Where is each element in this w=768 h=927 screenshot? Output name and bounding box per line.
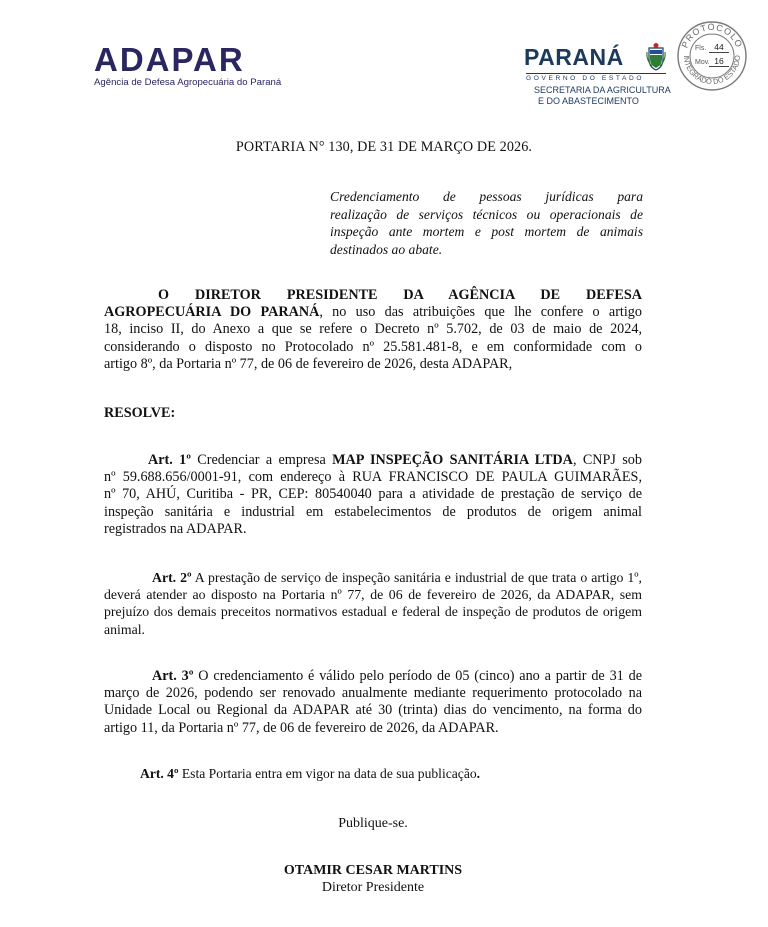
article-line bbox=[104, 668, 642, 685]
secretaria-line-2: E DO ABASTECIMENTO bbox=[538, 96, 639, 106]
intro-line: artigo 8º, da Portaria nº 77, de 06 de fevereiro de 2026, desta ADAPAR, bbox=[104, 355, 513, 372]
stamp-mov-value: 16 bbox=[709, 56, 729, 67]
ementa bbox=[330, 188, 643, 258]
adapar-logo bbox=[94, 43, 294, 91]
article-3 bbox=[104, 668, 642, 737]
intro-line bbox=[104, 304, 642, 321]
intro-bold: AGROPECUÁRIA DO PARANÁ bbox=[104, 304, 320, 321]
article-label: Art. 2º bbox=[152, 570, 192, 585]
article-line: artigo 11, da Portaria nº 77, de 06 de fevereiro de 2026, da ADAPAR. bbox=[104, 719, 499, 736]
stamp-mov-label: Mov. bbox=[695, 59, 710, 66]
intro-bold: O DIRETOR PRESIDENTE DA AGÊNCIA DE DEFESA bbox=[158, 287, 642, 303]
article-end: . bbox=[476, 766, 481, 781]
article-line: prejuízo dos demais preceitos normativos estadual e federal de inspeção de produtos de origem bbox=[104, 604, 642, 620]
article-label: Art. 4º bbox=[140, 766, 179, 781]
article-line: deverá atender ao disposto na Portaria nº 77, de 06 de fevereiro de 2026, da ADAPAR, sem bbox=[104, 587, 642, 603]
intro-line: 18, inciso II, do Anexo a que se refere o Decreto nº 5.702, de 03 de maio de 2024, bbox=[104, 321, 642, 338]
intro-line: considerando o disposto no Protocolado nº 25.581.481-8, e em conformidade com o bbox=[104, 338, 642, 355]
article-1 bbox=[104, 452, 642, 538]
intro-line bbox=[104, 287, 642, 304]
intro-text: , no uso das atribuições que lhe confere o artigo bbox=[319, 304, 642, 321]
article-line: animal. bbox=[104, 621, 145, 637]
stamp-bottom-text: INTEGRADO DO ESTADO bbox=[681, 54, 743, 87]
article-label: Art. 3º bbox=[152, 668, 194, 684]
article-line: inspeção sanitária e industrial em estabelecimentos de produtos de origem animal bbox=[104, 503, 642, 520]
ementa-line: Credenciamento de pessoas jurídicas para bbox=[330, 189, 643, 204]
document-title: PORTARIA N° 130, DE 31 DE MARÇO DE 2026. bbox=[235, 139, 533, 155]
signer-role: Diretor Presidente bbox=[321, 880, 425, 895]
stamp-top-text: PROTOCOLO bbox=[679, 21, 745, 50]
stamp-fls-value: 44 bbox=[709, 42, 729, 53]
coat-of-arms-icon bbox=[646, 42, 666, 72]
stamp-fls-label: Fls. bbox=[695, 45, 707, 52]
publique-se: Publique-se. bbox=[338, 816, 408, 831]
resolve-heading: RESOLVE: bbox=[104, 405, 176, 421]
article-label: Art. 1º bbox=[148, 452, 191, 468]
parana-wordmark: PARANÁ bbox=[524, 44, 624, 70]
ementa-line: realização de serviços técnicos ou operacionais de bbox=[330, 206, 643, 222]
intro-paragraph bbox=[104, 287, 642, 373]
article-text: A prestação de serviço de inspeção sanitária e industrial de que trata o artigo 1º, bbox=[191, 570, 642, 585]
article-text: , CNPJ sob bbox=[572, 452, 642, 468]
ementa-line: destinados ao abate. bbox=[330, 241, 443, 257]
article-2 bbox=[104, 569, 642, 638]
article-line bbox=[104, 452, 642, 469]
article-line: nº 70, AHÚ, Curitiba - PR, CEP: 80540040 para a atividade de prestação de serviço de bbox=[104, 486, 642, 503]
parana-government-logo bbox=[522, 42, 672, 112]
company-name: MAP INSPEÇÃO SANITÁRIA LTDA bbox=[332, 452, 573, 468]
article-4 bbox=[140, 766, 480, 782]
ementa-line: inspeção ante mortem e post mortem de animais bbox=[330, 224, 643, 240]
article-text: O credenciamento é válido pelo período de 05 (cinco) ano a partir de 31 de bbox=[193, 668, 643, 684]
secretaria-line-1: SECRETARIA DA AGRICULTURA bbox=[534, 85, 671, 95]
article-text: Esta Portaria entra em vigor na data de sua publicação bbox=[178, 766, 477, 781]
article-text: Credenciar a empresa bbox=[190, 452, 333, 468]
parana-gov-label: GOVERNO DO ESTADO bbox=[526, 73, 666, 82]
article-line: março de 2026, podendo ser renovado anualmente mediante requerimento protocolado na bbox=[104, 685, 642, 702]
adapar-logo-subtitle: Agência de Defesa Agropecuária do Paraná bbox=[94, 77, 282, 88]
adapar-logo-wordmark: ADAPAR bbox=[94, 41, 245, 78]
article-line bbox=[104, 569, 642, 586]
article-line: Unidade Local ou Regional da ADAPAR até 30 (trinta) dias do vencimento, na forma do bbox=[104, 702, 642, 719]
article-line: nº 59.688.656/0001-91, com endereço à RUA FRANCISCO DE PAULA GUIMARÃES, bbox=[104, 469, 642, 486]
article-line: registrados na ADAPAR. bbox=[104, 520, 247, 537]
signer-name: OTAMIR CESAR MARTINS bbox=[283, 863, 463, 878]
